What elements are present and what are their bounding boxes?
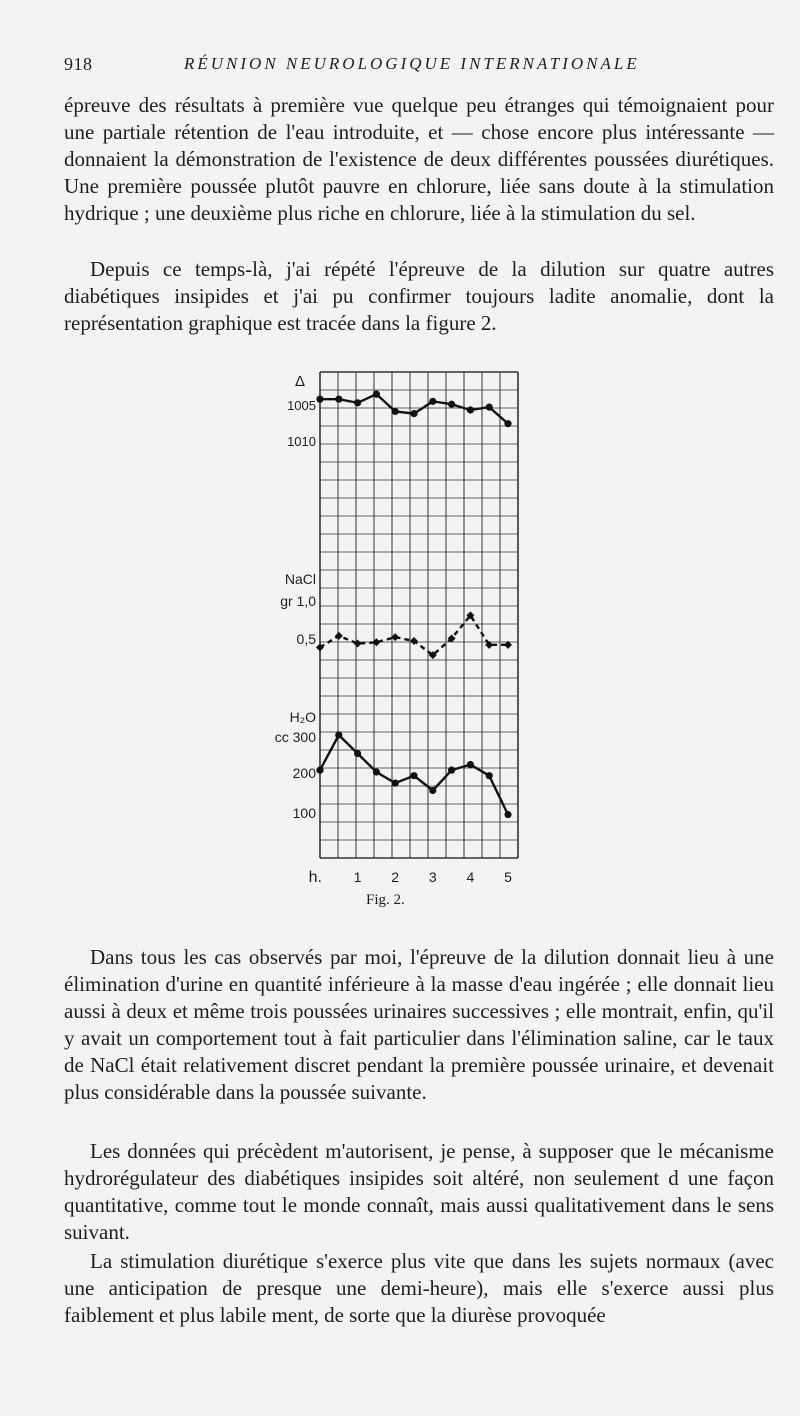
data-point (392, 780, 399, 787)
data-point (373, 391, 380, 398)
data-point (335, 396, 342, 403)
paragraph-4: Les données qui précèdent m'autorisent, je pense, à supposer que le mécanisme hydrorégulateur des diabétiques insipides soit altéré, non seulement d une façon quantitative, comme tout le monde connaît, mais aussi qualitativement dans le sens suivant. (64, 1139, 774, 1244)
chart-grid (320, 372, 518, 858)
hour-tick-label-5: 5 (504, 869, 512, 885)
data-point (392, 408, 399, 415)
tick-label-0-5: 0,5 (296, 631, 316, 647)
chart-series (316, 391, 512, 819)
nacl-unit-label: gr 1,0 (280, 593, 316, 609)
data-point (504, 811, 511, 818)
hour-tick-label-3: 3 (428, 869, 437, 885)
data-point (410, 772, 417, 779)
series-line-1 (320, 394, 508, 424)
data-point (316, 767, 323, 774)
hour-tick-label-4: 4 (466, 869, 475, 885)
tick-label-1010: 1010 (287, 434, 316, 449)
data-point (429, 787, 436, 794)
data-point (429, 398, 436, 405)
series-line-2 (320, 615, 508, 655)
figure-caption: Fig. 2. (366, 892, 405, 908)
data-point (448, 767, 455, 774)
tick-label-100: 100 (292, 805, 316, 821)
paragraph-5: La stimulation diurétique s'exerce plus vite que dans les sujets normaux (avec une anticipation de presque une demi-heure), mais elle s'exerce aussi plus faiblement et plus labile ment, de sorte que la diurèse provoquée (64, 1249, 774, 1327)
nacl-axis-label: NaCl (284, 571, 316, 587)
running-head: RÉUNION NEUROLOGIQUE INTERNATIONALE (184, 54, 640, 73)
paragraph-3: Dans tous les cas observés par moi, l'épreuve de la dilution donnait lieu à une élimination d'urine en quantité inférieure à la masse d'eau ingérée ; elle donnait lieu aussi à deux et même trois poussées urinaires successives ; elle montrait, enfin, qu'il y avait un comportement tout à fait particulier dans l'élimination saline, car le taux de NaCl était relativement discret pendant la première poussée urinaire, et devenait plus considérable dans la poussée suivante. (64, 945, 774, 1104)
hour-tick-label-2: 2 (391, 869, 400, 885)
water-unit-label: cc 300 (274, 729, 316, 745)
x-axis-prefix: h. (308, 869, 322, 886)
data-point (316, 396, 323, 403)
delta-axis-label: Δ (294, 373, 306, 390)
data-point (467, 761, 474, 768)
data-point (467, 406, 474, 413)
data-point (354, 640, 362, 648)
hour-tick-label-1: 1 (353, 869, 362, 885)
paragraph-1: épreuve des résultats à première vue quelque peu étranges qui témoignaient pour une partiale rétention de l'eau introduite, et — chose encore plus intéressante — donnaient la démonstration de l'existence de deux différentes poussées diurétiques. Une première poussée plutôt pauvre en chlorure, liée sans doute à la stimulation hydrique ; une deuxième plus riche en chlorure, liée à la stimulation du sel. (64, 93, 774, 225)
data-point (354, 750, 361, 757)
data-point (504, 420, 511, 427)
data-point (486, 404, 493, 411)
data-point (410, 410, 417, 417)
data-point (448, 401, 455, 408)
data-point (354, 399, 361, 406)
water-axis-label: H₂O (289, 709, 316, 725)
page-number: 918 (64, 54, 93, 74)
paragraph-2: Depuis ce temps-là, j'ai répété l'épreuve de la dilution sur quatre autres diabétiques insipides et j'ai pu confirmer toujours ladite anomalie, dont la représentation graphique est tracée dans la figure 2. (64, 257, 774, 335)
data-point (373, 768, 380, 775)
data-point (335, 731, 342, 738)
chart-axis-labels (275, 373, 512, 886)
data-point (486, 772, 493, 779)
tick-label-1005: 1005 (287, 398, 316, 413)
tick-label-200: 200 (292, 765, 316, 781)
